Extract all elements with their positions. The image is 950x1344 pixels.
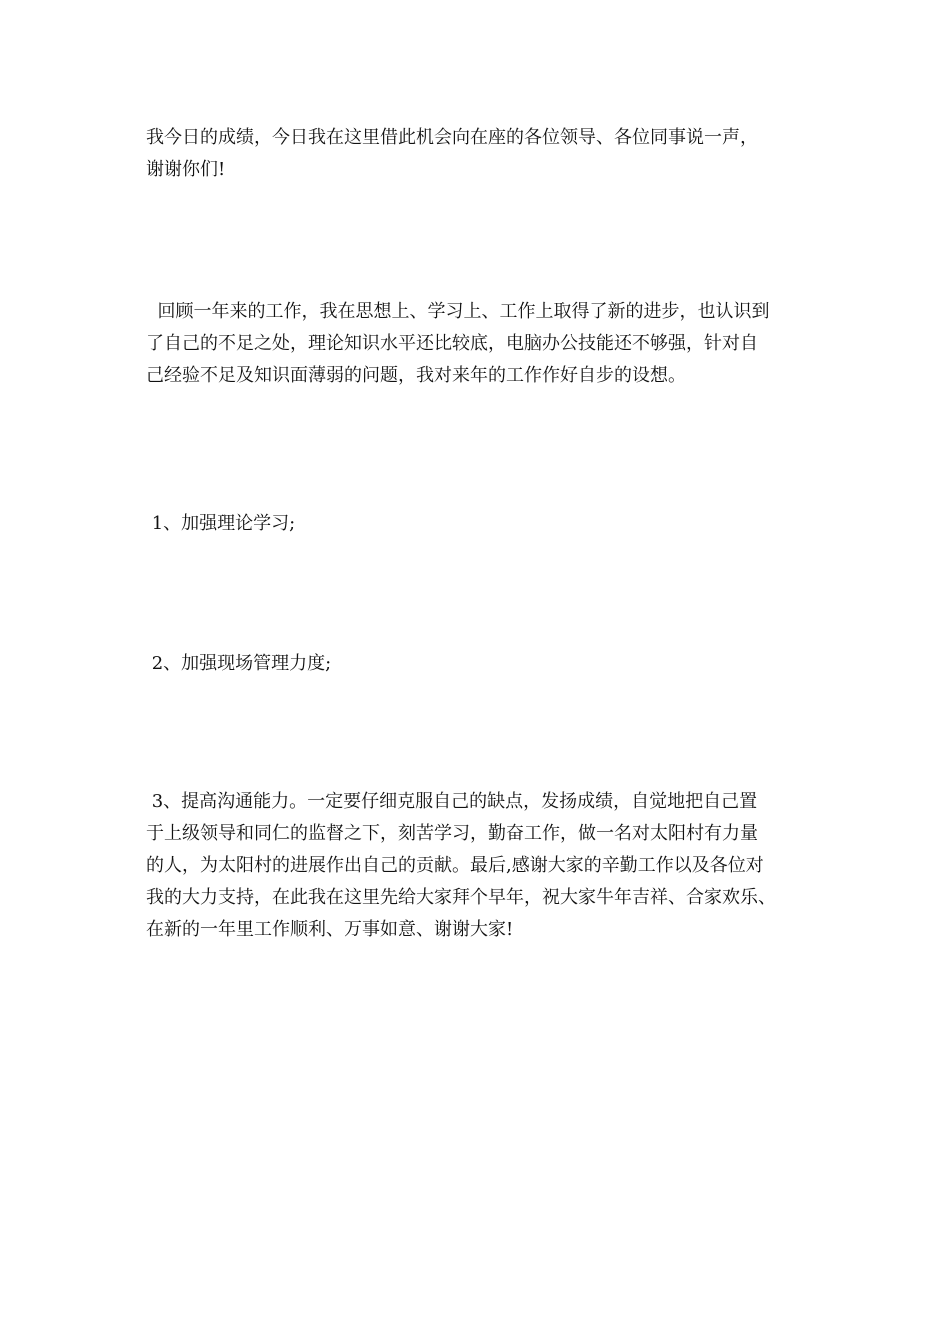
text-line: 了自己的不足之处，理论知识水平还比较底，电脑办公技能还不够强，针对自: [146, 333, 758, 354]
text-line: 谢谢你们!: [146, 159, 226, 180]
text-line: 2、加强现场管理力度;: [146, 653, 332, 674]
text-line: 回顾一年来的工作，我在思想上、学习上、工作上取得了新的进步，也认识到: [146, 301, 770, 322]
paragraph-thanks: [146, 122, 810, 186]
text-line: 我今日的成绩，今日我在这里借此机会向在座的各位领导、各位同事说一声，: [146, 127, 758, 148]
list-item-3: [146, 786, 810, 946]
text-line: 的人，为太阳村的进展作出自己的贡献。最后,感谢大家的辛勤工作以及各位对: [146, 855, 764, 876]
text-line: 3、提高沟通能力。一定要仔细克服自己的缺点，发扬成绩，自觉地把自己置: [146, 791, 758, 812]
list-item-1: [146, 508, 810, 540]
list-item-2: [146, 648, 810, 680]
text-line: 己经验不足及知识面薄弱的问题，我对来年的工作作好自步的设想。: [146, 365, 686, 386]
text-line: 1、加强理论学习;: [146, 513, 296, 534]
text-line: 于上级领导和同仁的监督之下，刻苦学习，勤奋工作，做一名对太阳村有力量: [146, 823, 758, 844]
text-line: 在新的一年里工作顺利、万事如意、谢谢大家!: [146, 919, 514, 940]
paragraph-review: [146, 296, 810, 392]
text-line: 我的大力支持，在此我在这里先给大家拜个早年，祝大家牛年吉祥、合家欢乐、: [146, 887, 776, 908]
